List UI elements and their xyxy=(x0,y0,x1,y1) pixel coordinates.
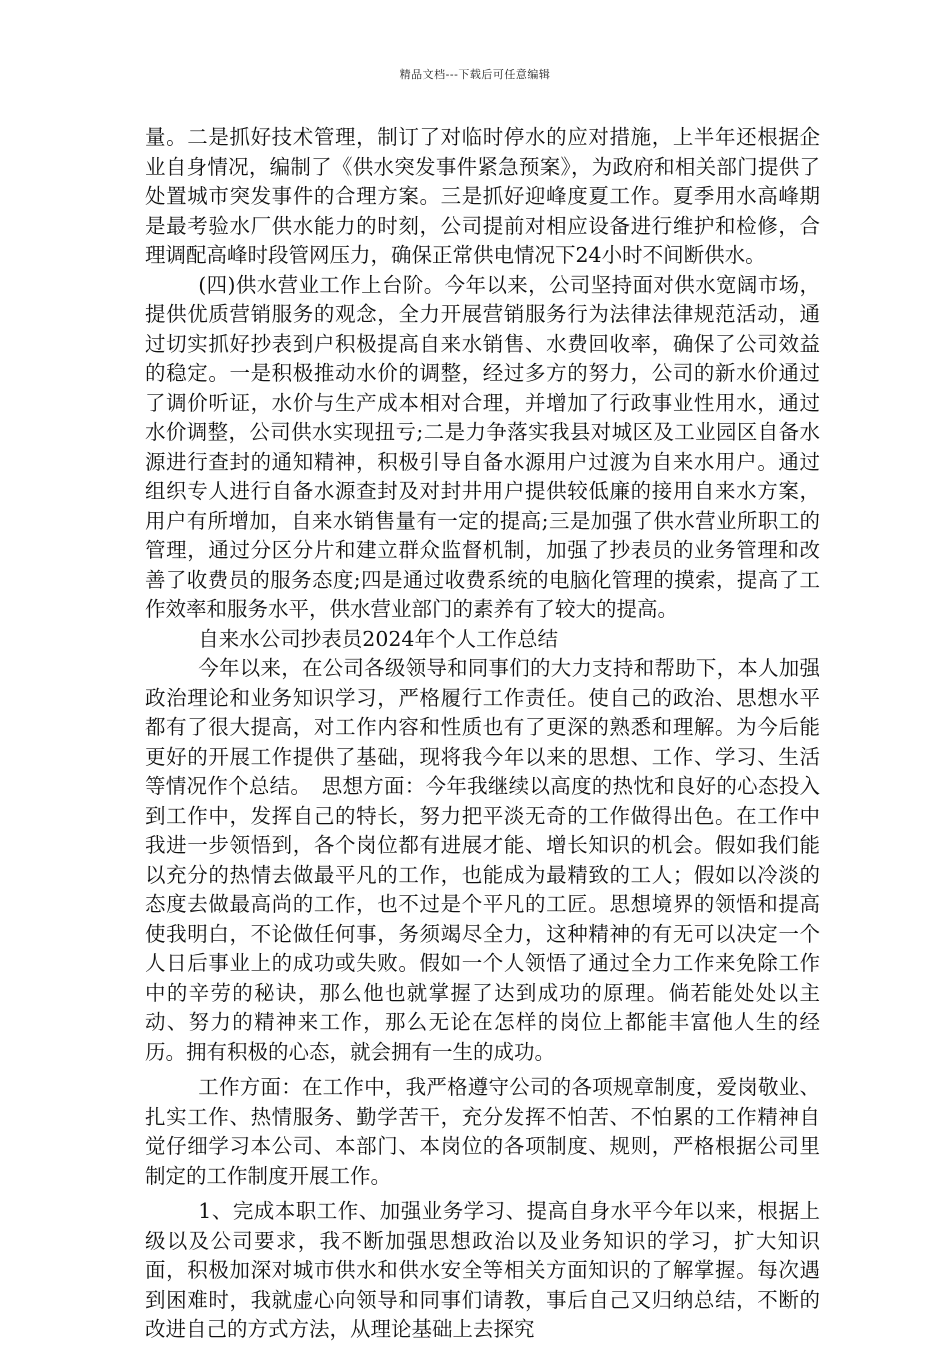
document-body xyxy=(145,123,820,1345)
page-header: 精品文档---下载后可任意编辑 xyxy=(399,68,551,81)
paragraph-intro: 今年以来，在公司各级领导和同事们的大力支持和帮助下，本人加强政治理论和业务知识学习，严格履行工作责任。使自己的政治、思想水平都有了很大提高，对工作内容和性质也有了更深的熟悉和理解。为今后能更好的开展工作提供了基础，现将我今年以来的思想、工作、学习、生活等情况作个总结。 思想方面：今年我继续以高度的热忱和良好的心态投入到工作中，发挥自己的特长，努力把平淡无奇的工作做得出色。在工作中我进一步领悟到，各个岗位都有进展才能、增长知识的机会。假如我们能以充分的热情去做最平凡的工作，也能成为最精致的工人；假如以冷淡的态度去做最高尚的工作，也不过是个平凡的工匠。思想境界的领悟和提高使我明白，不论做任何事，务须竭尽全力，这种精神的有无可以决定一个人日后事业上的成功或失败。假如一个人领悟了通过全力工作来免除工作中的辛劳的秘诀，那么他也就掌握了达到成功的原理。倘若能处处以主动、努力的精神来工作，那么无论在怎样的岗位上都能丰富他人生的经历。拥有积极的心态，就会拥有一生的成功。 xyxy=(145,656,820,1064)
paragraph-section-four: (四)供水营业工作上台阶。今年以来，公司坚持面对供水宽阔市场，提供优质营销服务的观念，全力开展营销服务行为法律法律规范活动，通过切实抓好抄表到户积极提高自来水销售、水费回收率，确保了公司效益的稳定。一是积极推动水价的调整，经过多方的努力，公司的新水价通过了调价听证，水价与生产成本相对合理，并增加了行政事业性用水，通过水价调整，公司供水实现扭亏;二是力争落实我县对城区及工业园区自备水源进行查封的通知精神，积极引导自备水源用户过渡为自来水用户。通过组织专人进行自备水源查封及对封井用户提供较低廉的接用自来水方案，用户有所增加，自来水销售量有一定的提高;三是加强了供水营业所职工的管理，通过分区分片和建立群众监督机制，加强了抄表员的业务管理和改善了收费员的服务态度;四是通过收费系统的电脑化管理的摸索，提高了工作效率和服务水平，供水营业部门的素养有了较大的提高。 xyxy=(145,272,820,621)
document-title: 自来水公司抄表员2024年个人工作总结 xyxy=(198,626,558,651)
paragraph-item-one: 1、完成本职工作、加强业务学习、提高自身水平今年以来，根据上级以及公司要求，我不断加强思想政治以及业务知识的学习，扩大知识面，积极加深对城市供水和供水安全等相关方面知识的了解掌握。每次遇到困难时，我就虚心向领导和同事们请教，事后自己又归纳总结，不断的改进自己的方式方法，从理论基础上去探究 xyxy=(145,1199,820,1341)
paragraph-continuation: 量。二是抓好技术管理，制订了对临时停水的应对措施，上半年还根据企业自身情况，编制了《供水突发事件紧急预案》，为政府和相关部门提供了处置城市突发事件的合理方案。三是抓好迎峰度夏工作。夏季用水高峰期是最考验水厂供水能力的时刻，公司提前对相应设备进行维护和检修，合理调配高峰时段管网压力，确保正常供电情况下24小时不间断供水。 xyxy=(145,125,820,267)
paragraph-work-aspect: 工作方面：在工作中，我严格遵守公司的各项规章制度，爱岗敬业、扎实工作、热情服务、勤学苦干，充分发挥不怕苦、不怕累的工作精神自觉仔细学习本公司、本部门、本岗位的各项制度、规则，严格根据公司里制定的工作制度开展工作。 xyxy=(145,1075,820,1188)
